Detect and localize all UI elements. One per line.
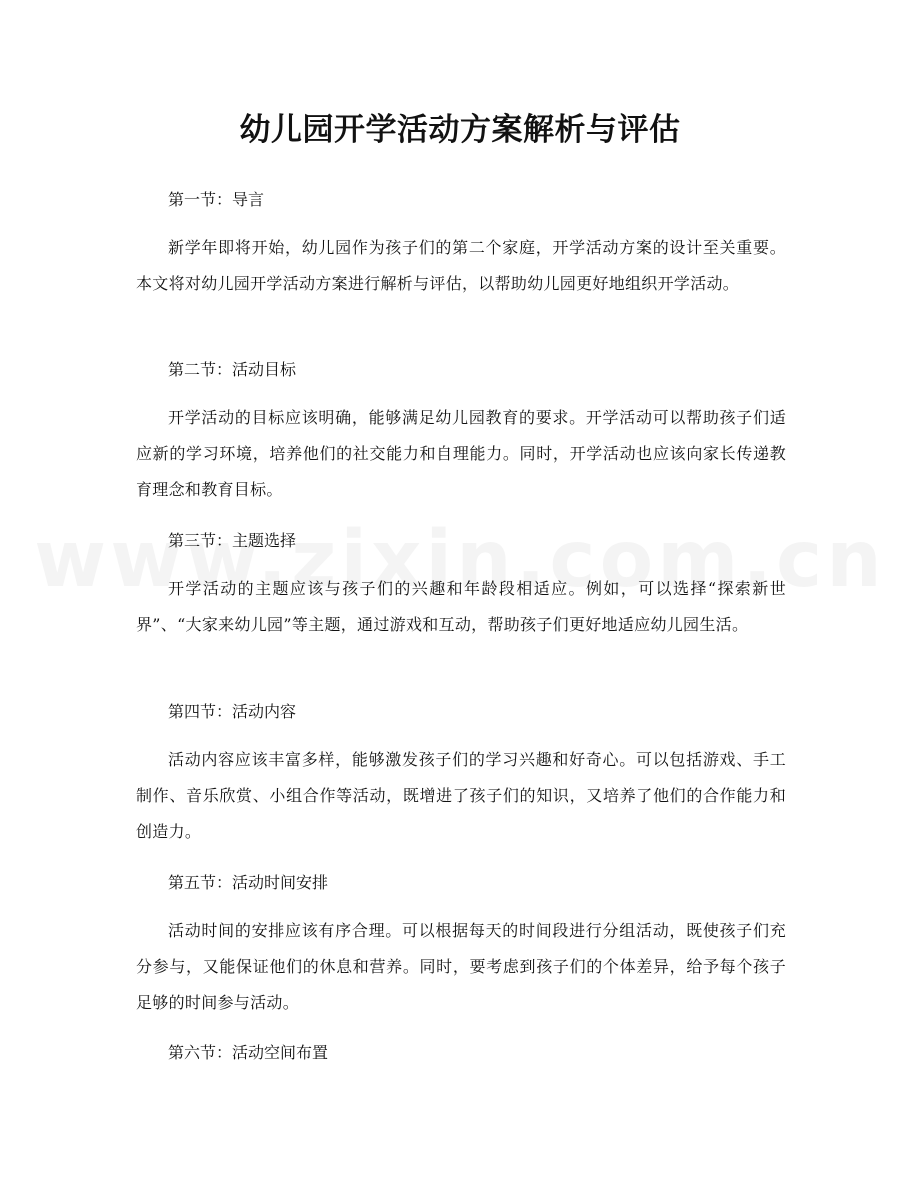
section-heading-1: 第一节：导言 bbox=[168, 190, 265, 209]
document-title: 幼儿园开学活动方案解析与评估 bbox=[239, 112, 681, 148]
section-heading-6: 第六节：活动空间布置 bbox=[168, 1043, 329, 1062]
section-paragraph-3: 开学活动的主题应该与孩子们的兴趣和年龄段相适应。例如，可以选择“探索新世界”、“大家来幼儿园”等主题，通过游戏和互动，帮助孩子们更好地适应幼儿园生活。 bbox=[136, 579, 786, 634]
section-paragraph-1: 新学年即将开始，幼儿园作为孩子们的第二个家庭，开学活动方案的设计至关重要。本文将对幼儿园开学活动方案进行解析与评估，以帮助幼儿园更好地组织开学活动。 bbox=[136, 238, 786, 293]
section-paragraph-5: 活动时间的安排应该有序合理。可以根据每天的时间段进行分组活动，既使孩子们充分参与，又能保证他们的休息和营养。同时，要考虑到孩子们的个体差异，给予每个孩子足够的时间参与活动。 bbox=[136, 921, 786, 1012]
section-heading-5: 第五节：活动时间安排 bbox=[168, 873, 329, 892]
section-heading-2: 第二节：活动目标 bbox=[168, 360, 297, 379]
section-heading-4: 第四节：活动内容 bbox=[168, 702, 297, 721]
section-heading-3: 第三节：主题选择 bbox=[168, 531, 297, 550]
section-paragraph-4: 活动内容应该丰富多样，能够激发孩子们的学习兴趣和好奇心。可以包括游戏、手工制作、音乐欣赏、小组合作等活动，既增进了孩子们的知识，又培养了他们的合作能力和创造力。 bbox=[136, 750, 786, 841]
section-paragraph-2: 开学活动的目标应该明确，能够满足幼儿园教育的要求。开学活动可以帮助孩子们适应新的学习环境，培养他们的社交能力和自理能力。同时，开学活动也应该向家长传递教育理念和教育目标。 bbox=[136, 408, 786, 499]
